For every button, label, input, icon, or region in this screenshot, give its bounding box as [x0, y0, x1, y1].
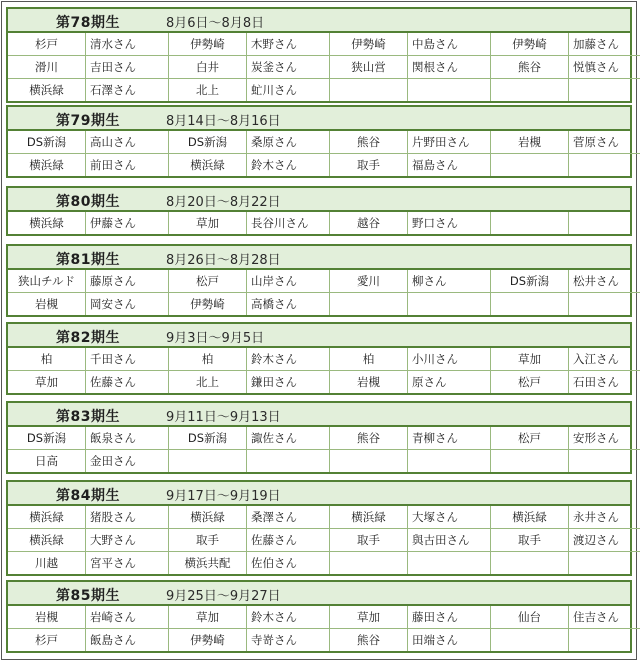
branch-cell: 熊谷	[330, 427, 408, 450]
cohort-title: 第84期生	[56, 488, 120, 504]
table-row	[8, 529, 640, 552]
member-name-cell: 鈴木さん	[247, 348, 330, 371]
branch-cell	[491, 212, 569, 234]
member-name-cell: 桑澤さん	[247, 506, 330, 529]
table-row	[8, 270, 640, 293]
cohort-dates: 9月17日～9月19日	[166, 489, 281, 504]
member-name-cell: 飯島さん	[86, 629, 169, 652]
branch-cell: 伊勢崎	[330, 33, 408, 56]
member-name-cell: 金田さん	[86, 450, 169, 473]
table-row	[8, 154, 640, 177]
cohort-dates: 9月11日～9月13日	[166, 410, 281, 425]
branch-cell	[330, 79, 408, 102]
cohort-group	[6, 105, 632, 178]
member-name-cell: 吉田さん	[86, 56, 169, 79]
member-name-cell: 大塚さん	[408, 506, 491, 529]
member-name-cell: 安形さん	[569, 427, 640, 450]
branch-cell: 越谷	[330, 212, 408, 234]
branch-cell: 柏	[8, 348, 86, 371]
cohort-title: 第81期生	[56, 252, 120, 268]
cohort-group	[6, 580, 632, 653]
branch-cell: 熊谷	[330, 629, 408, 652]
branch-cell: 取手	[169, 529, 247, 552]
branch-cell: 狭山チルド	[8, 270, 86, 293]
branch-cell: 伊勢崎	[169, 33, 247, 56]
table-row	[8, 506, 640, 529]
member-name-cell: 山岸さん	[247, 270, 330, 293]
branch-cell: 北上	[169, 371, 247, 394]
branch-cell: 横浜緑	[8, 154, 86, 177]
member-name-cell: 寺嵜さん	[247, 629, 330, 652]
cohort-dates: 8月20日～8月22日	[166, 195, 281, 210]
branch-cell	[491, 552, 569, 575]
member-name-cell: 松井さん	[569, 270, 640, 293]
branch-cell	[330, 450, 408, 473]
member-name-cell: 小川さん	[408, 348, 491, 371]
member-name-cell: 前田さん	[86, 154, 169, 177]
branch-cell: 横浜緑	[8, 79, 86, 102]
member-name-cell: 石澤さん	[86, 79, 169, 102]
branch-cell: 滑川	[8, 56, 86, 79]
cohort-group	[6, 480, 632, 576]
branch-cell	[491, 79, 569, 102]
member-name-cell: 悦慎さん	[569, 56, 640, 79]
member-name-cell: 千田さん	[86, 348, 169, 371]
member-name-cell: 猪股さん	[86, 506, 169, 529]
member-name-cell: 田端さん	[408, 629, 491, 652]
branch-cell: 草加	[491, 348, 569, 371]
member-name-cell	[569, 293, 640, 316]
member-name-cell	[408, 293, 491, 316]
table-row	[8, 293, 640, 316]
cohort-header	[8, 9, 630, 33]
table-row	[8, 212, 640, 234]
cohort-group	[6, 7, 632, 103]
branch-cell: 日高	[8, 450, 86, 473]
branch-cell	[491, 450, 569, 473]
member-name-cell: 住吉さん	[569, 606, 640, 629]
branch-cell: 岩槻	[8, 606, 86, 629]
branch-cell: 杉戸	[8, 629, 86, 652]
branch-cell: 横浜緑	[169, 154, 247, 177]
branch-cell: 岩槻	[491, 131, 569, 154]
branch-cell: DS新潟	[8, 427, 86, 450]
branch-cell: 横浜緑	[330, 506, 408, 529]
branch-cell: 松戸	[169, 270, 247, 293]
cohort-title: 第79期生	[56, 113, 120, 129]
member-table	[8, 348, 640, 393]
member-name-cell	[569, 154, 640, 177]
branch-cell	[491, 629, 569, 652]
member-name-cell: 虻川さん	[247, 79, 330, 102]
member-name-cell: 桑原さん	[247, 131, 330, 154]
member-name-cell: 石田さん	[573, 375, 619, 389]
branch-cell: 熊谷	[491, 56, 569, 79]
branch-cell: 草加	[8, 371, 86, 394]
member-name-cell: 與古田さん	[408, 529, 491, 552]
branch-cell	[491, 293, 569, 316]
member-table	[8, 131, 640, 176]
branch-cell: 北上	[169, 79, 247, 102]
member-name-cell: 高橋さん	[247, 293, 330, 316]
member-name-cell: 原さん	[408, 371, 491, 394]
member-name-cell: 佐藤さん	[247, 529, 330, 552]
member-name-cell: 高山さん	[86, 131, 169, 154]
branch-cell: 愛川	[330, 270, 408, 293]
member-name-cell: 佐伯さん	[247, 552, 330, 575]
member-name-cell: 福島さん	[408, 154, 491, 177]
branch-cell: 草加	[169, 606, 247, 629]
member-table	[8, 212, 640, 234]
cohort-group	[6, 401, 632, 474]
branch-cell: DS新潟	[8, 131, 86, 154]
branch-cell: 伊勢崎	[169, 293, 247, 316]
member-name-cell: 宮平さん	[86, 552, 169, 575]
table-row	[8, 629, 640, 652]
branch-cell: 柏	[330, 348, 408, 371]
branch-cell	[330, 552, 408, 575]
branch-cell: DS新潟	[491, 270, 569, 293]
cohort-header	[8, 188, 630, 212]
branch-cell: DS新潟	[169, 131, 247, 154]
member-name-cell: 岡安さん	[86, 293, 169, 316]
branch-cell: 岩槻	[330, 371, 408, 394]
branch-cell: 横浜共配	[169, 552, 247, 575]
branch-cell: 横浜緑	[8, 212, 86, 234]
member-name-cell	[408, 79, 491, 102]
member-name-cell: 飯泉さん	[86, 427, 169, 450]
member-name-cell: 佐藤さん	[86, 371, 169, 394]
branch-cell: 松戸	[491, 371, 569, 394]
table-row	[8, 33, 640, 56]
member-name-cell	[569, 552, 640, 575]
member-name-cell: 伊藤さん	[86, 212, 169, 234]
cohort-header	[8, 582, 630, 606]
cohort-header	[8, 246, 630, 270]
cohort-title: 第82期生	[56, 330, 120, 346]
table-row	[8, 79, 640, 102]
table-row	[8, 371, 640, 394]
member-name-cell: 加藤さん	[569, 33, 640, 56]
member-name-cell: 入江さん	[569, 348, 640, 371]
cohort-group	[6, 244, 632, 317]
cohort-title: 第83期生	[56, 409, 120, 425]
member-name-cell: 鈴木さん	[247, 606, 330, 629]
member-table	[8, 270, 640, 315]
member-name-cell: 関根さん	[408, 56, 491, 79]
branch-cell: 取手	[491, 529, 569, 552]
member-table	[8, 606, 640, 651]
cohort-header	[8, 324, 630, 348]
table-row	[8, 427, 640, 450]
member-name-cell: 岩崎さん	[86, 606, 169, 629]
member-name-cell: 諏佐さん	[247, 427, 330, 450]
branch-cell: 岩槻	[8, 293, 86, 316]
member-name-cell	[569, 450, 640, 473]
cohort-dates: 9月3日～9月5日	[166, 331, 265, 346]
cohort-title: 第85期生	[56, 588, 120, 604]
member-name-cell	[247, 450, 330, 473]
branch-cell: 熊谷	[330, 131, 408, 154]
member-name-cell: 中島さん	[408, 33, 491, 56]
cohort-header	[8, 107, 630, 131]
cohort-header	[8, 403, 630, 427]
member-name-cell: 菅原さん	[569, 131, 640, 154]
table-row	[8, 606, 640, 629]
member-name-cell: 野口さん	[408, 212, 491, 234]
cohort-title: 第78期生	[56, 15, 120, 31]
member-name-cell	[408, 552, 491, 575]
member-name-cell: 青柳さん	[408, 427, 491, 450]
branch-cell: 横浜緑	[169, 506, 247, 529]
member-name-cell: 藤原さん	[86, 270, 169, 293]
branch-cell: 柏	[169, 348, 247, 371]
branch-cell: 横浜緑	[8, 506, 86, 529]
member-name-cell	[569, 79, 640, 102]
member-name-cell: 清水さん	[86, 33, 169, 56]
cohort-header	[8, 482, 630, 506]
branch-cell: 横浜緑	[491, 506, 569, 529]
branch-cell: 川越	[8, 552, 86, 575]
member-name-cell	[408, 450, 491, 473]
branch-cell: 杉戸	[8, 33, 86, 56]
branch-cell: 狭山営	[330, 56, 408, 79]
table-row	[8, 450, 640, 473]
table-row	[8, 552, 640, 575]
member-table	[8, 33, 640, 101]
member-name-cell: 片野田さん	[408, 131, 491, 154]
branch-cell: 白井	[169, 56, 247, 79]
branch-cell: 草加	[169, 212, 247, 234]
member-name-cell: 炭釜さん	[247, 56, 330, 79]
member-name-cell: 藤田さん	[408, 606, 491, 629]
member-name-cell: 木野さん	[247, 33, 330, 56]
branch-cell: DS新潟	[169, 427, 247, 450]
member-name-cell: 渡辺さん	[569, 529, 640, 552]
cohort-dates: 9月25日～9月27日	[166, 589, 281, 604]
cohort-group	[6, 322, 632, 395]
cohort-group	[6, 186, 632, 236]
branch-cell: 伊勢崎	[169, 629, 247, 652]
member-name-cell: 柳さん	[408, 270, 491, 293]
branch-cell	[491, 154, 569, 177]
branch-cell: 取手	[330, 529, 408, 552]
branch-cell: 仙台	[491, 606, 569, 629]
member-name-cell: 永井さん	[569, 506, 640, 529]
table-row	[8, 56, 640, 79]
branch-cell: 取手	[330, 154, 408, 177]
cohort-dates: 8月14日～8月16日	[166, 114, 281, 129]
member-name-cell: 長谷川さん	[247, 212, 330, 234]
branch-cell: 伊勢崎	[491, 33, 569, 56]
member-name-cell: 鈴木さん	[247, 154, 330, 177]
cohort-dates: 8月6日～8月8日	[166, 16, 265, 31]
member-name-cell	[569, 212, 640, 234]
member-name-cell	[569, 629, 640, 652]
member-name-cell: 大野さん	[86, 529, 169, 552]
member-table	[8, 427, 640, 472]
branch-cell	[169, 450, 247, 473]
branch-cell: 松戸	[491, 427, 569, 450]
member-table	[8, 506, 640, 574]
branch-cell: 横浜緑	[8, 529, 86, 552]
table-row	[8, 131, 640, 154]
branch-cell: 草加	[330, 606, 408, 629]
cohort-title: 第80期生	[56, 194, 120, 210]
cohort-dates: 8月26日～8月28日	[166, 253, 281, 268]
branch-cell	[330, 293, 408, 316]
table-row	[8, 348, 640, 371]
member-name-cell: 鎌田さん	[247, 371, 330, 394]
